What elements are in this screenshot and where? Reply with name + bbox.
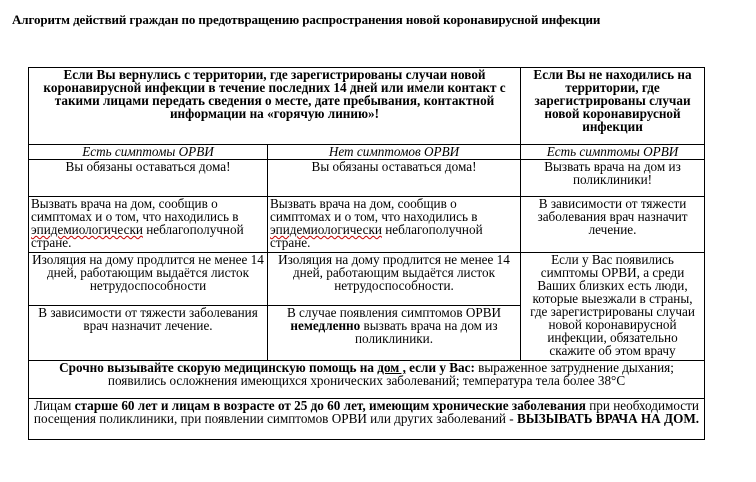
- ambulance-underlined: дом ,: [377, 360, 406, 375]
- subheader-col2: Нет симптомов ОРВИ: [268, 145, 521, 160]
- elderly-a: Лицам: [34, 398, 75, 413]
- call-doctor-2-text-b: неблагополучной стране.: [270, 222, 483, 250]
- subheader-row: [29, 145, 705, 160]
- elderly-d: ВЫЗЫВАТЬ ВРАЧА НА ДОМ.: [516, 411, 700, 426]
- call-doctor-1-text-a: Вызвать врача на дом, сообщив о симптомах и о том, что находились в: [31, 196, 239, 224]
- subheader-col1: Есть симптомы ОРВИ: [29, 145, 268, 160]
- elderly-c: при необходимости посещения поликлиники, при появлении симптомов ОРВИ или других заболеваний -: [33, 398, 699, 426]
- isolation-cell-2: Изоляция на дому продлится не менее 14 дней, работающим выдаётся листок нетрудоспособности.: [268, 253, 521, 306]
- call-doctor-cell-2: [268, 197, 521, 253]
- ambulance-row: [29, 361, 705, 399]
- call-doctor-1-wavy: эпидемиологически: [31, 222, 143, 237]
- stay-home-cell-2: Вы обязаны оставаться дома!: [268, 160, 521, 197]
- call-doctor-col3: Вызвать врача на дом из поликлиники!: [521, 160, 705, 197]
- header-row: [29, 68, 705, 145]
- header-returned: Если Вы вернулись с территории, где зарегистрированы случаи новой коронавирусной инфекции в течение последних 14 дней или имели контакт с такими лицами передать сведения о месте, дате пребывания, контактной информации на «горячую линию»!: [29, 68, 521, 145]
- symptoms-col2-text-a: В случае появления симптомов ОРВИ: [286, 305, 502, 320]
- table-row: [29, 197, 705, 253]
- ambulance-rest: выраженное затруднение дыхания; появились осложнения имеющихся хронических заболеваний; температура тела более 38°С: [107, 360, 674, 388]
- ambulance-cell: [29, 361, 705, 399]
- call-doctor-1-text-b: неблагополучной стране.: [31, 222, 244, 250]
- stay-home-cell-1: Вы обязаны оставаться дома!: [29, 160, 268, 197]
- ambulance-mid: если у Вас:: [405, 360, 475, 375]
- table-row: [29, 160, 705, 197]
- elderly-b: старше 60 лет и лицам в возрасте от 25 до 60 лет, имеющим хронические заболевания: [74, 398, 586, 413]
- table-row: [29, 253, 705, 306]
- symptoms-col2-text-b: вызвать врача на дом из поликлиники.: [354, 318, 498, 346]
- isolation-cell-1: Изоляция на дому продлится не менее 14 дней, работающим выдаётся листок нетрудоспособности: [29, 253, 268, 306]
- severity-col3: В зависимости от тяжести заболевания врач назначит лечение.: [521, 197, 705, 253]
- subheader-col3: Есть симптомы ОРВИ: [521, 145, 705, 160]
- symptoms-col2: [268, 306, 521, 361]
- ambulance-lead: Срочно вызывайте скорую медицинскую помощь на: [59, 360, 378, 375]
- elderly-row: [29, 399, 705, 440]
- symptoms-col2-bold: немедленно: [290, 318, 361, 333]
- severity-col1: В зависимости от тяжести заболевания врач назначит лечение.: [29, 306, 268, 361]
- page-title: Алгоритм действий граждан по предотвращению распространения новой коронавирусной инфекции: [12, 12, 601, 27]
- algorithm-table: [28, 67, 705, 440]
- call-doctor-2-text-a: Вызвать врача на дом, сообщив о симптомах и о том, что находились в: [270, 196, 478, 224]
- call-doctor-cell-1: [29, 197, 268, 253]
- elderly-cell: [29, 399, 705, 440]
- header-not-visited: Если Вы не находились на территории, где зарегистрированы случаи новой коронавирусной инфекции: [521, 68, 705, 145]
- relatives-col3: Если у Вас появились симптомы ОРВИ, а среди Ваших близких есть люди, которые выезжали в страны, где зарегистрированы случаи новой коронавирусной инфекции, обязательно скажите об этом врачу: [521, 253, 705, 361]
- call-doctor-2-wavy: эпидемиологически: [270, 222, 382, 237]
